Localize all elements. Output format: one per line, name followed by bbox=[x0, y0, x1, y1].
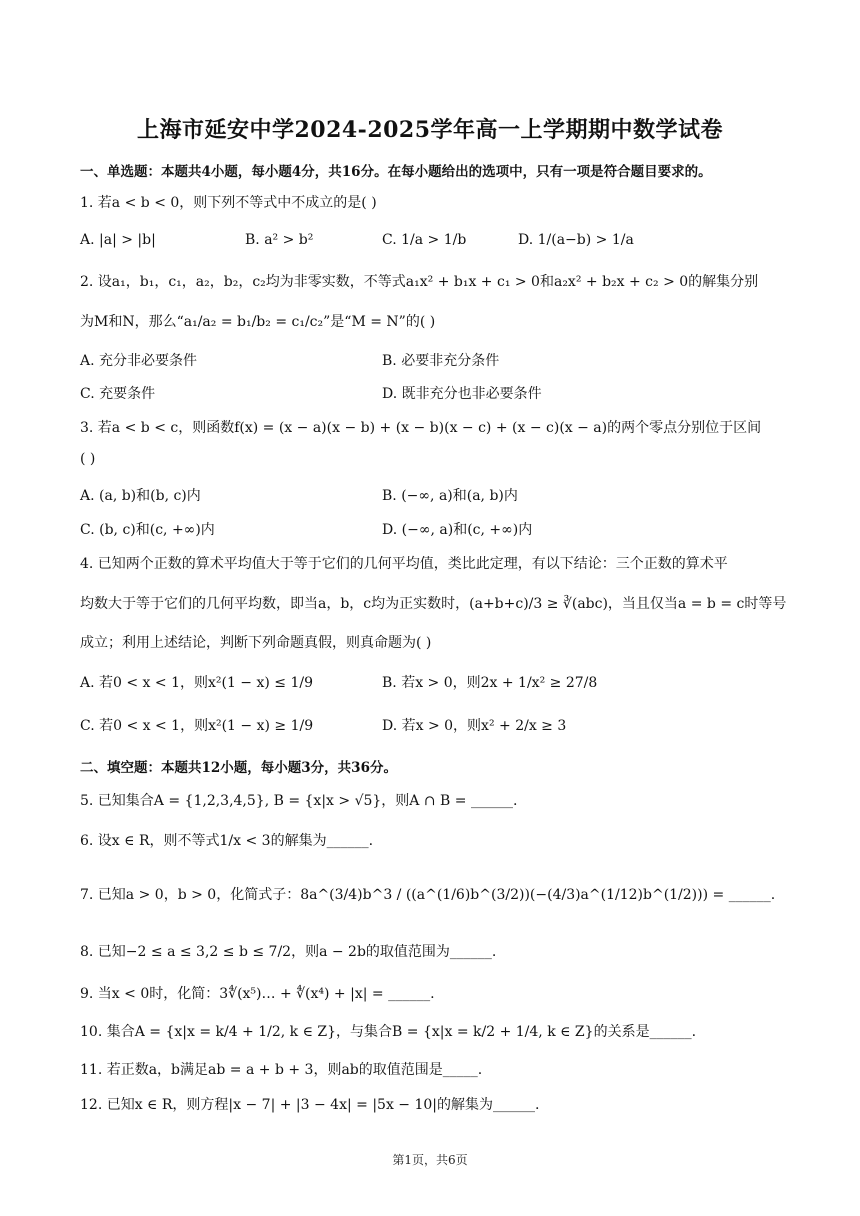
q8: 8. 已知−2 ≤ a ≤ 3,2 ≤ b ≤ 7/2，则a − 2b的取值范围为______. bbox=[80, 944, 497, 960]
q2-option-c: C. 充要条件 bbox=[80, 386, 156, 402]
q2-option-d: D. 既非充分也非必要条件 bbox=[382, 386, 542, 402]
q9: 9. 当x < 0时，化简：3∜(x⁵)… + ∜(x⁴) + |x| = ______. bbox=[80, 986, 435, 1002]
q3-option-d: D. (−∞, a)和(c, +∞)内 bbox=[382, 522, 533, 538]
q10: 10. 集合A = {x|x = k/4 + 1/2, k ∈ Z}，与集合B = {x|x = k/2 + 1/4, k ∈ Z}的关系是______. bbox=[80, 1024, 697, 1040]
q4-stem-line1: 4. 已知两个正数的算术平均值大于等于它们的几何平均值，类比此定理，有以下结论：三个正数的算术平 bbox=[80, 556, 728, 572]
q2-stem-line1: 2. 设a₁，b₁，c₁，a₂，b₂，c₂均为非零实数，不等式a₁x² + b₁x + c₁ > 0和a₂x² + b₂x + c₂ > 0的解集分别 bbox=[80, 274, 759, 290]
q3-stem-line1: 3. 若a < b < c，则函数f(x) = (x − a)(x − b) + (x − b)(x − c) + (x − c)(x − a)的两个零点分别位于区间 bbox=[80, 420, 762, 436]
q6: 6. 设x ∈ R，则不等式1/x < 3的解集为______. bbox=[80, 833, 374, 849]
q2-option-b: B. 必要非充分条件 bbox=[382, 353, 500, 369]
q7: 7. 已知a > 0，b > 0，化简式子：8a^(3/4)b^3 / ((a^(1/6)b^(3/2))(−(4/3)a^(1/12)b^(1/2))) = ______. bbox=[80, 887, 776, 903]
q3-stem-line2: ( ) bbox=[80, 451, 96, 467]
page-footer: 第1页，共6页 bbox=[392, 1153, 468, 1167]
q4-option-d: D. 若x > 0，则x² + 2/x ≥ 3 bbox=[382, 718, 567, 734]
q4-stem-line3: 成立；利用上述结论，判断下列命题真假，则真命题为( ) bbox=[80, 635, 432, 651]
q3-option-c: C. (b, c)和(c, +∞)内 bbox=[80, 522, 215, 538]
q2-option-a: A. 充分非必要条件 bbox=[80, 353, 198, 369]
q2-stem-line2: 为M和N，那么“a₁/a₂ = b₁/b₂ = c₁/c₂”是“M = N”的( ) bbox=[80, 314, 436, 330]
q3-option-b: B. (−∞, a)和(a, b)内 bbox=[382, 488, 518, 504]
q4-stem-line2: 均数大于等于它们的几何平均数，即当a，b，c均为正实数时，(a+b+c)/3 ≥ ∛(abc)，当且仅当a = b = c时等号 bbox=[80, 596, 787, 612]
q1-stem: 1. 若a < b < 0，则下列不等式中不成立的是( ) bbox=[80, 195, 377, 211]
q4-option-a: A. 若0 < x < 1，则x²(1 − x) ≤ 1/9 bbox=[80, 675, 314, 691]
q1-option-b: B. a² > b² bbox=[245, 232, 314, 248]
q11: 11. 若正数a，b满足ab = a + b + 3，则ab的取值范围是_____. bbox=[80, 1062, 483, 1078]
page-title: 上海市延安中学2024-2025学年高一上学期期中数学试卷 bbox=[136, 117, 724, 143]
q12: 12. 已知x ∈ R，则方程|x − 7| + |3 − 4x| = |5x − 10|的解集为______. bbox=[80, 1097, 540, 1113]
q3-option-a: A. (a, b)和(b, c)内 bbox=[80, 488, 201, 504]
q4-option-c: C. 若0 < x < 1，则x²(1 − x) ≥ 1/9 bbox=[80, 718, 314, 734]
q1-option-a: A. |a| > |b| bbox=[80, 232, 156, 248]
section-2-heading: 二、填空题：本题共12小题，每小题3分，共36分。 bbox=[80, 760, 397, 776]
section-1-heading: 一、单选题：本题共4小题，每小题4分，共16分。在每小题给出的选项中，只有一项是符合题目要求的。 bbox=[80, 164, 712, 180]
q1-option-d: D. 1/(a−b) > 1/a bbox=[518, 232, 634, 248]
q4-option-b: B. 若x > 0，则2x + 1/x² ≥ 27/8 bbox=[382, 675, 598, 691]
q1-option-c: C. 1/a > 1/b bbox=[382, 232, 467, 248]
q5: 5. 已知集合A = {1,2,3,4,5}, B = {x|x > √5}，则A ∩ B = ______. bbox=[80, 793, 518, 809]
